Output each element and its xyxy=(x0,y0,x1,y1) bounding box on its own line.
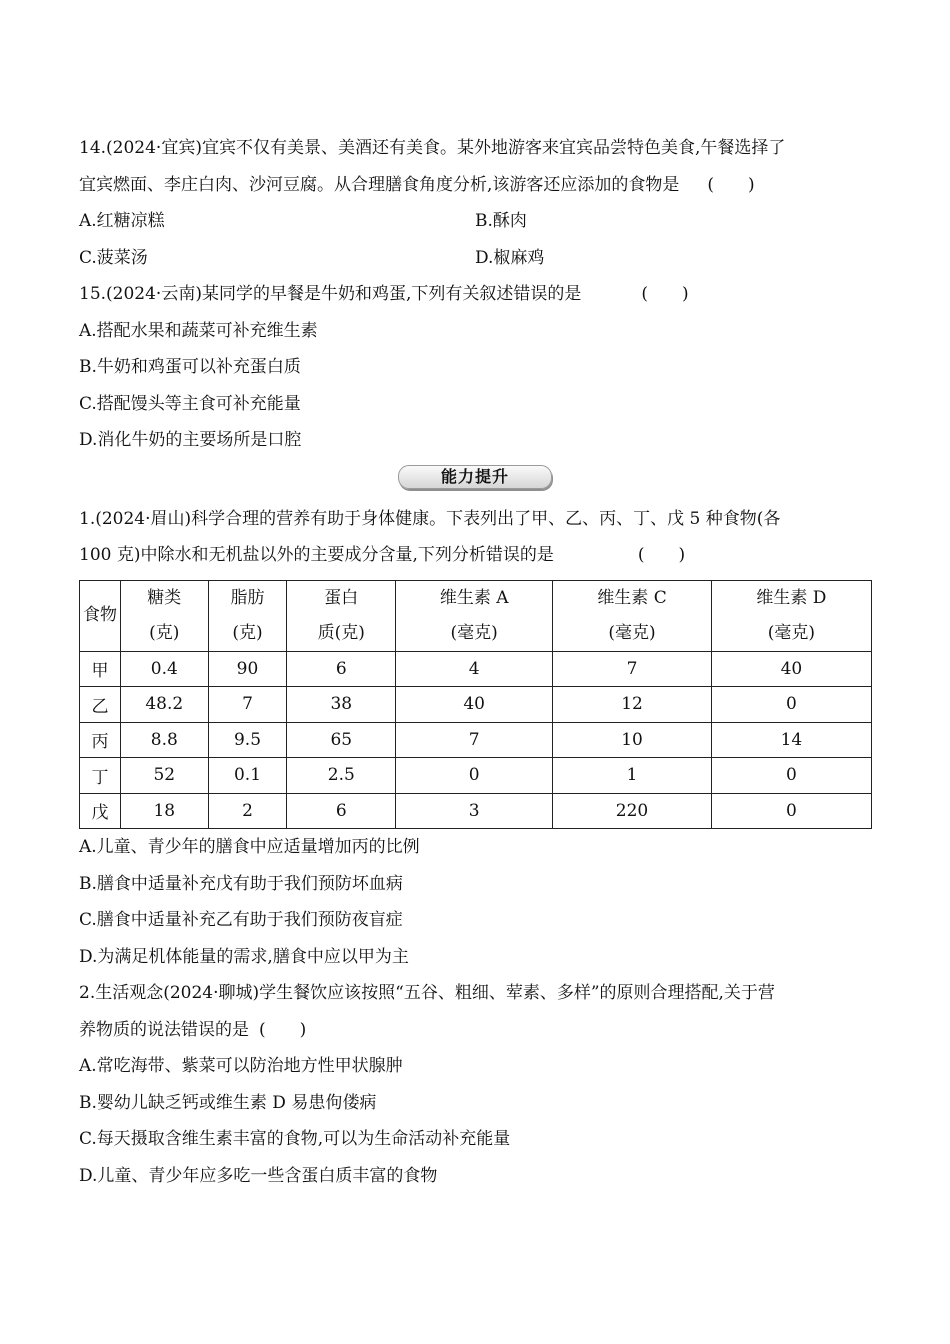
cell-fat: 9.5 xyxy=(208,722,287,758)
cell-food: 乙 xyxy=(80,687,121,723)
cell-vitamin-a: 40 xyxy=(396,687,553,723)
option-a: A.常吃海带、紫菜可以防治地方性甲状腺肿 xyxy=(79,1056,403,1076)
header-protein xyxy=(287,580,396,651)
option-b: B.婴幼儿缺乏钙或维生素 D 易患佝偻病 xyxy=(79,1092,377,1113)
cell-vitamin-c: 12 xyxy=(553,687,712,723)
option-row xyxy=(79,203,871,240)
cell-food: 丁 xyxy=(80,758,121,794)
answer-blank: ( ) xyxy=(641,284,689,304)
header-unit: 质(克) xyxy=(317,622,365,643)
header-label: 维生素 A xyxy=(439,587,509,608)
option-d: D.为满足机体能量的需求,膳食中应以甲为主 xyxy=(79,946,409,967)
cell-vitamin-c: 7 xyxy=(553,651,712,687)
option-d: D.儿童、青少年应多吃一些含蛋白质丰富的食物 xyxy=(79,1165,438,1186)
option-c: C.搭配馒头等主食可补充能量 xyxy=(79,393,301,414)
cell-fat: 2 xyxy=(208,793,287,829)
table-header-row xyxy=(80,580,872,651)
question-15 xyxy=(79,276,871,459)
cell-vitamin-d: 40 xyxy=(711,651,871,687)
option-c: C.菠菜汤 xyxy=(79,247,148,268)
cell-fat: 90 xyxy=(208,651,287,687)
table-row xyxy=(80,793,872,829)
question-1-stem-line-1: 1.(2024·眉山)科学合理的营养有助于身体健康。下表列出了甲、乙、丙、丁、戊 5 种食物(各 xyxy=(79,508,781,529)
header-unit: (毫克) xyxy=(450,622,498,643)
cell-protein: 6 xyxy=(287,793,396,829)
cell-vitamin-d: 0 xyxy=(711,793,871,829)
question-2-stem-line-1: 2.生活观念(2024·聊城)学生餐饮应该按照“五谷、粗细、荤素、多样”的原则合理搭配,关于营 xyxy=(79,983,775,1003)
question-2 xyxy=(79,975,871,1194)
option-d: D.椒麻鸡 xyxy=(475,247,545,268)
header-food xyxy=(80,580,121,651)
header-vitamin-d xyxy=(711,580,871,651)
header-label: 食物 xyxy=(83,605,117,625)
question-15-stem-line-1 xyxy=(79,276,871,313)
cell-sugar: 8.8 xyxy=(121,722,209,758)
cell-fat: 7 xyxy=(208,687,287,723)
cell-sugar: 48.2 xyxy=(121,687,209,723)
option-b: B.膳食中适量补充戊有助于我们预防坏血病 xyxy=(79,873,403,894)
option-d: D.消化牛奶的主要场所是口腔 xyxy=(79,430,302,450)
section-title: 能力提升 xyxy=(398,465,552,489)
cell-protein: 2.5 xyxy=(287,758,396,794)
question-2-stem-line-2 xyxy=(79,1012,871,1049)
table-row xyxy=(80,687,872,723)
table-row xyxy=(80,722,872,758)
option-a: A.儿童、青少年的膳食中应适量增加丙的比例 xyxy=(79,837,420,857)
header-unit: (克) xyxy=(232,622,263,643)
nutrition-table xyxy=(79,580,872,830)
cell-vitamin-c: 220 xyxy=(553,793,712,829)
option-b: B.酥肉 xyxy=(475,211,527,231)
cell-vitamin-c: 1 xyxy=(553,758,712,794)
header-label: 蛋白 xyxy=(324,587,359,608)
cell-food: 丙 xyxy=(80,722,121,758)
cell-vitamin-d: 0 xyxy=(711,758,871,794)
cell-vitamin-d: 14 xyxy=(711,722,871,758)
option-b: B.牛奶和鸡蛋可以补充蛋白质 xyxy=(79,357,301,377)
header-vitamin-a xyxy=(396,580,553,651)
question-2-stem-text: 养物质的说法错误的是 xyxy=(79,1019,249,1040)
cell-sugar: 0.4 xyxy=(121,651,209,687)
header-unit: (毫克) xyxy=(608,622,656,643)
header-label: 维生素 D xyxy=(756,587,827,608)
question-14-stem-line-1: 14.(2024·宜宾)宜宾不仅有美景、美酒还有美食。某外地游客来宜宾品尝特色美食,午餐选择了 xyxy=(79,138,786,158)
cell-vitamin-a: 0 xyxy=(396,758,553,794)
cell-vitamin-d: 0 xyxy=(711,687,871,723)
cell-protein: 65 xyxy=(287,722,396,758)
option-row xyxy=(79,240,871,277)
question-1 xyxy=(79,501,871,976)
answer-blank: ( ) xyxy=(637,545,686,565)
worksheet-page xyxy=(79,130,871,1194)
cell-protein: 6 xyxy=(287,651,396,687)
question-14-stem-text: 宜宾燃面、李庄白肉、沙河豆腐。从合理膳食角度分析,该游客还应添加的食物是 xyxy=(79,174,680,195)
question-14 xyxy=(79,130,871,276)
table-row xyxy=(80,758,872,794)
cell-food: 戊 xyxy=(80,793,121,829)
question-15-stem-text: 15.(2024·云南)某同学的早餐是牛奶和鸡蛋,下列有关叙述错误的是 xyxy=(79,284,582,304)
header-unit: (毫克) xyxy=(767,622,816,643)
question-1-stem-line-2 xyxy=(79,537,871,574)
cell-vitamin-a: 7 xyxy=(396,722,553,758)
header-unit: (克) xyxy=(149,622,180,643)
cell-food: 甲 xyxy=(80,651,121,687)
answer-blank: ( ) xyxy=(707,174,755,195)
header-label: 维生素 C xyxy=(597,587,667,608)
cell-vitamin-c: 10 xyxy=(553,722,712,758)
option-c: C.膳食中适量补充乙有助于我们预防夜盲症 xyxy=(79,910,403,930)
option-c: C.每天摄取含维生素丰富的食物,可以为生命活动补充能量 xyxy=(79,1129,511,1149)
table-row xyxy=(80,651,872,687)
header-vitamin-c xyxy=(553,580,712,651)
cell-sugar: 18 xyxy=(121,793,209,829)
cell-sugar: 52 xyxy=(121,758,209,794)
header-fat xyxy=(208,580,287,651)
option-a: A.红糖凉糕 xyxy=(79,211,165,231)
option-a: A.搭配水果和蔬菜可补充维生素 xyxy=(79,320,318,341)
header-sugar xyxy=(121,580,209,651)
answer-blank: ( ) xyxy=(259,1019,307,1040)
section-banner xyxy=(79,465,871,489)
question-14-stem-line-2 xyxy=(79,167,871,204)
question-1-stem-text: 100 克)中除水和无机盐以外的主要成分含量,下列分析错误的是 xyxy=(79,545,554,565)
header-label: 糖类 xyxy=(147,587,182,608)
header-label: 脂肪 xyxy=(230,587,265,608)
cell-vitamin-a: 3 xyxy=(396,793,553,829)
cell-fat: 0.1 xyxy=(208,758,287,794)
cell-protein: 38 xyxy=(287,687,396,723)
cell-vitamin-a: 4 xyxy=(396,651,553,687)
